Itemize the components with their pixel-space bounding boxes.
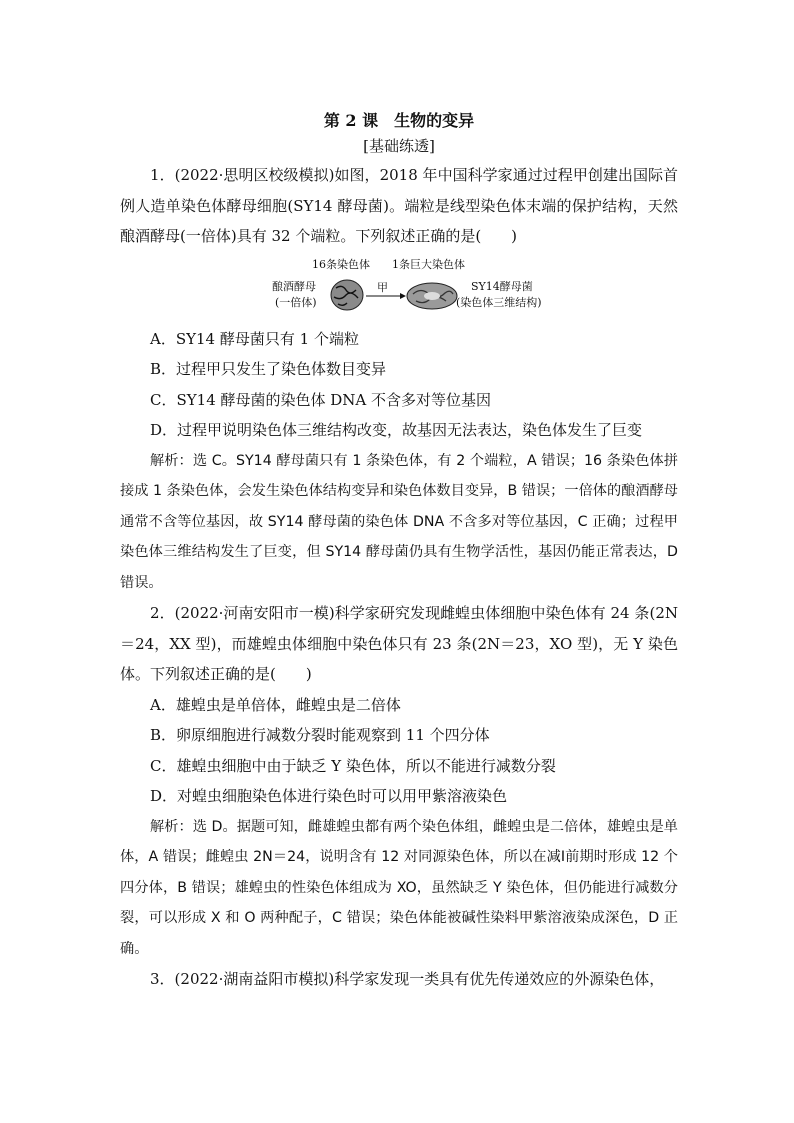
q2-option-a: A．雄蝗虫是单倍体，雌蝗虫是二倍体 (150, 695, 401, 714)
q2-option-c: C．雄蝗虫细胞中由于缺乏 Y 染色体，所以不能进行减数分裂 (150, 756, 556, 775)
q2-option-d: D．对蝗虫细胞染色体进行染色时可以用甲紫溶液染色 (150, 787, 508, 805)
label-sy14: SY14酵母菌 (471, 279, 533, 293)
question-2-stem: 2．(2022·河南安阳市一模)科学家研究发现雌蝗虫体细胞中染色体有 24 条(2N＝24，XX 型)，而雄蝗虫体细胞中染色体只有 23 条(2N＝23，XO 型)，无 Y 染色体。下列叙述正确的是( ) (120, 604, 678, 683)
label-monoploid: (一倍体) (275, 295, 317, 309)
q2-option-b: B．卵原细胞进行减数分裂时能观察到 11 个四分体 (150, 726, 490, 744)
label-3d-structure: (染色体三维结构) (456, 295, 542, 309)
q2-explanation: 解析：选 D。据题可知，雌雄蝗虫都有两个染色体组，雌蝗虫是二倍体，雄蝗虫是单体，A 错误；雌蝗虫 2N＝24，说明含有 12 对同源染色体，所以在减Ⅰ前期时形成 12 个四分体，B 错误；雄蝗虫的性染色体组成为 XO，虽然缺乏 Y 染色体，但仍能进行减数分裂，可以形成 X 和 O 两种配子，C 错误；染色体能被碱性染料甲紫溶液染成深色，D 正确。 (120, 818, 678, 957)
q1-option-d: D．过程甲说明染色体三维结构改变，故基因无法表达，染色体发生了巨变 (150, 421, 643, 439)
label-process-jia: 甲 (377, 280, 388, 294)
label-1-chromosome: 1条巨大染色体 (392, 257, 465, 271)
q1-option-c: C．SY14 酵母菌的染色体 DNA 不含多对等位基因 (150, 390, 492, 409)
label-wine-yeast: 酿酒酵母 (272, 279, 316, 293)
q1-option-b: B．过程甲只发生了染色体数目变异 (150, 360, 387, 378)
q1-explanation: 解析：选 C。SY14 酵母菌只有 1 条染色体，有 2 个端粒，A 错误；16 条染色体拼接成 1 条染色体，会发生染色体结构变异和染色体数目变异，B 错误；一倍体的酿酒酵母通常不含等位基因，故 SY14 酵母菌的染色体 DNA 不含多对等位基因，C 正确；过程甲染色体三维结构发生了巨变，但 SY14 酵母菌仍具有生物学活性，基因仍能正常表达，D 错误。 (120, 452, 678, 591)
question-1-stem: 1．(2022·思明区校级模拟)如图，2018 年中国科学家通过过程甲创建出国际首例人造单染色体酵母细胞(SY14 酵母菌)。端粒是线型染色体末端的保护结构，天然酿酒酵母(一倍体)具有 32 个端粒。下列叙述正确的是( ) (120, 166, 678, 245)
q1-option-a: A．SY14 酵母菌只有 1 个端粒 (150, 329, 359, 348)
question-3-stem: 3．(2022·湖南益阳市模拟)科学家发现一类具有优先传递效应的外源染色体， (150, 970, 665, 988)
document-page (120, 108, 678, 995)
section-label: [基础练透] (363, 137, 435, 155)
lesson-title: 第 2 课 生物的变异 (323, 111, 475, 130)
label-16-chromosomes: 16条染色体 (312, 257, 370, 271)
yeast-figure (120, 252, 678, 322)
